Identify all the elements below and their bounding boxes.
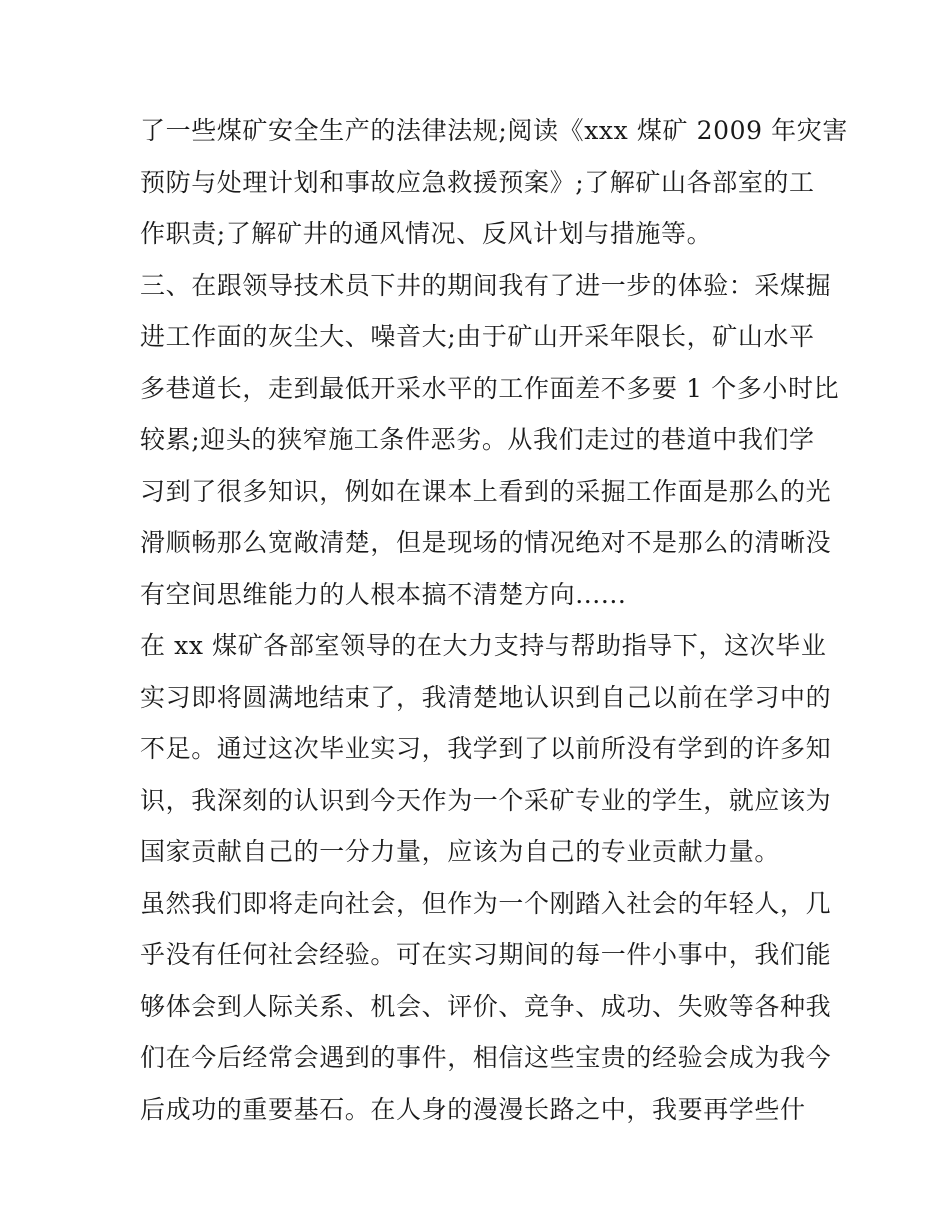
text-line: 习到了很多知识，例如在课本上看到的采掘工作面是那么的光 bbox=[140, 476, 832, 506]
text-line: 多巷道长，走到最低开采水平的工作面差不多要 1 个多小时比 bbox=[140, 373, 840, 403]
text-line: 有空间思维能力的人根本搞不清楚方向...... bbox=[140, 579, 627, 609]
text-line: 国家贡献自己的一分力量，应该为自己的专业贡献力量。 bbox=[140, 837, 781, 866]
text-line: 识，我深刻的认识到今天作为一个采矿专业的学生，就应该为 bbox=[140, 785, 832, 815]
text-line: 三、在跟领导技术员下井的期间我有了进一步的体验：采煤掘 bbox=[140, 270, 832, 300]
text-line: 乎没有任何社会经验。可在实习期间的每一件小事中，我们能 bbox=[140, 940, 832, 969]
text-line: 够体会到人际关系、机会、评价、竞争、成功、失败等各种我 bbox=[140, 991, 832, 1021]
text-line: 后成功的重要基石。在人身的漫漫长路之中，我要再学些什 bbox=[140, 1094, 806, 1124]
text-line: 实习即将圆满地结束了，我清楚地认识到自己以前在学习中的 bbox=[140, 682, 832, 712]
text-line: 们在今后经常会遇到的事件，相信这些宝贵的经验会成为我今 bbox=[140, 1043, 832, 1072]
text-line: 预防与处理计划和事故应急救援预案》;了解矿山各部室的工 bbox=[140, 167, 815, 197]
text-line: 滑顺畅那么宽敞清楚，但是现场的情况绝对不是那么的清晰没 bbox=[140, 528, 832, 557]
text-line: 在 xx 煤矿各部室领导的在大力支持与帮助指导下，这次毕业 bbox=[140, 631, 827, 660]
text-line: 虽然我们即将走向社会，但作为一个刚踏入社会的年轻人，几 bbox=[140, 888, 832, 918]
text-line: 较累;迎头的狭窄施工条件恶劣。从我们走过的巷道中我们学 bbox=[140, 425, 815, 454]
text-line: 了一些煤矿安全生产的法律法规;阅读《xxx 煤矿 2009 年灾害 bbox=[140, 116, 848, 145]
text-line: 不足。通过这次毕业实习，我学到了以前所没有学到的许多知 bbox=[140, 734, 832, 763]
text-line: 进工作面的灰尘大、噪音大;由于矿山开采年限长，矿山水平 bbox=[140, 322, 815, 351]
body-text bbox=[140, 105, 848, 1135]
text-line: 作职责;了解矿井的通风情况、反风计划与措施等。 bbox=[140, 219, 713, 248]
